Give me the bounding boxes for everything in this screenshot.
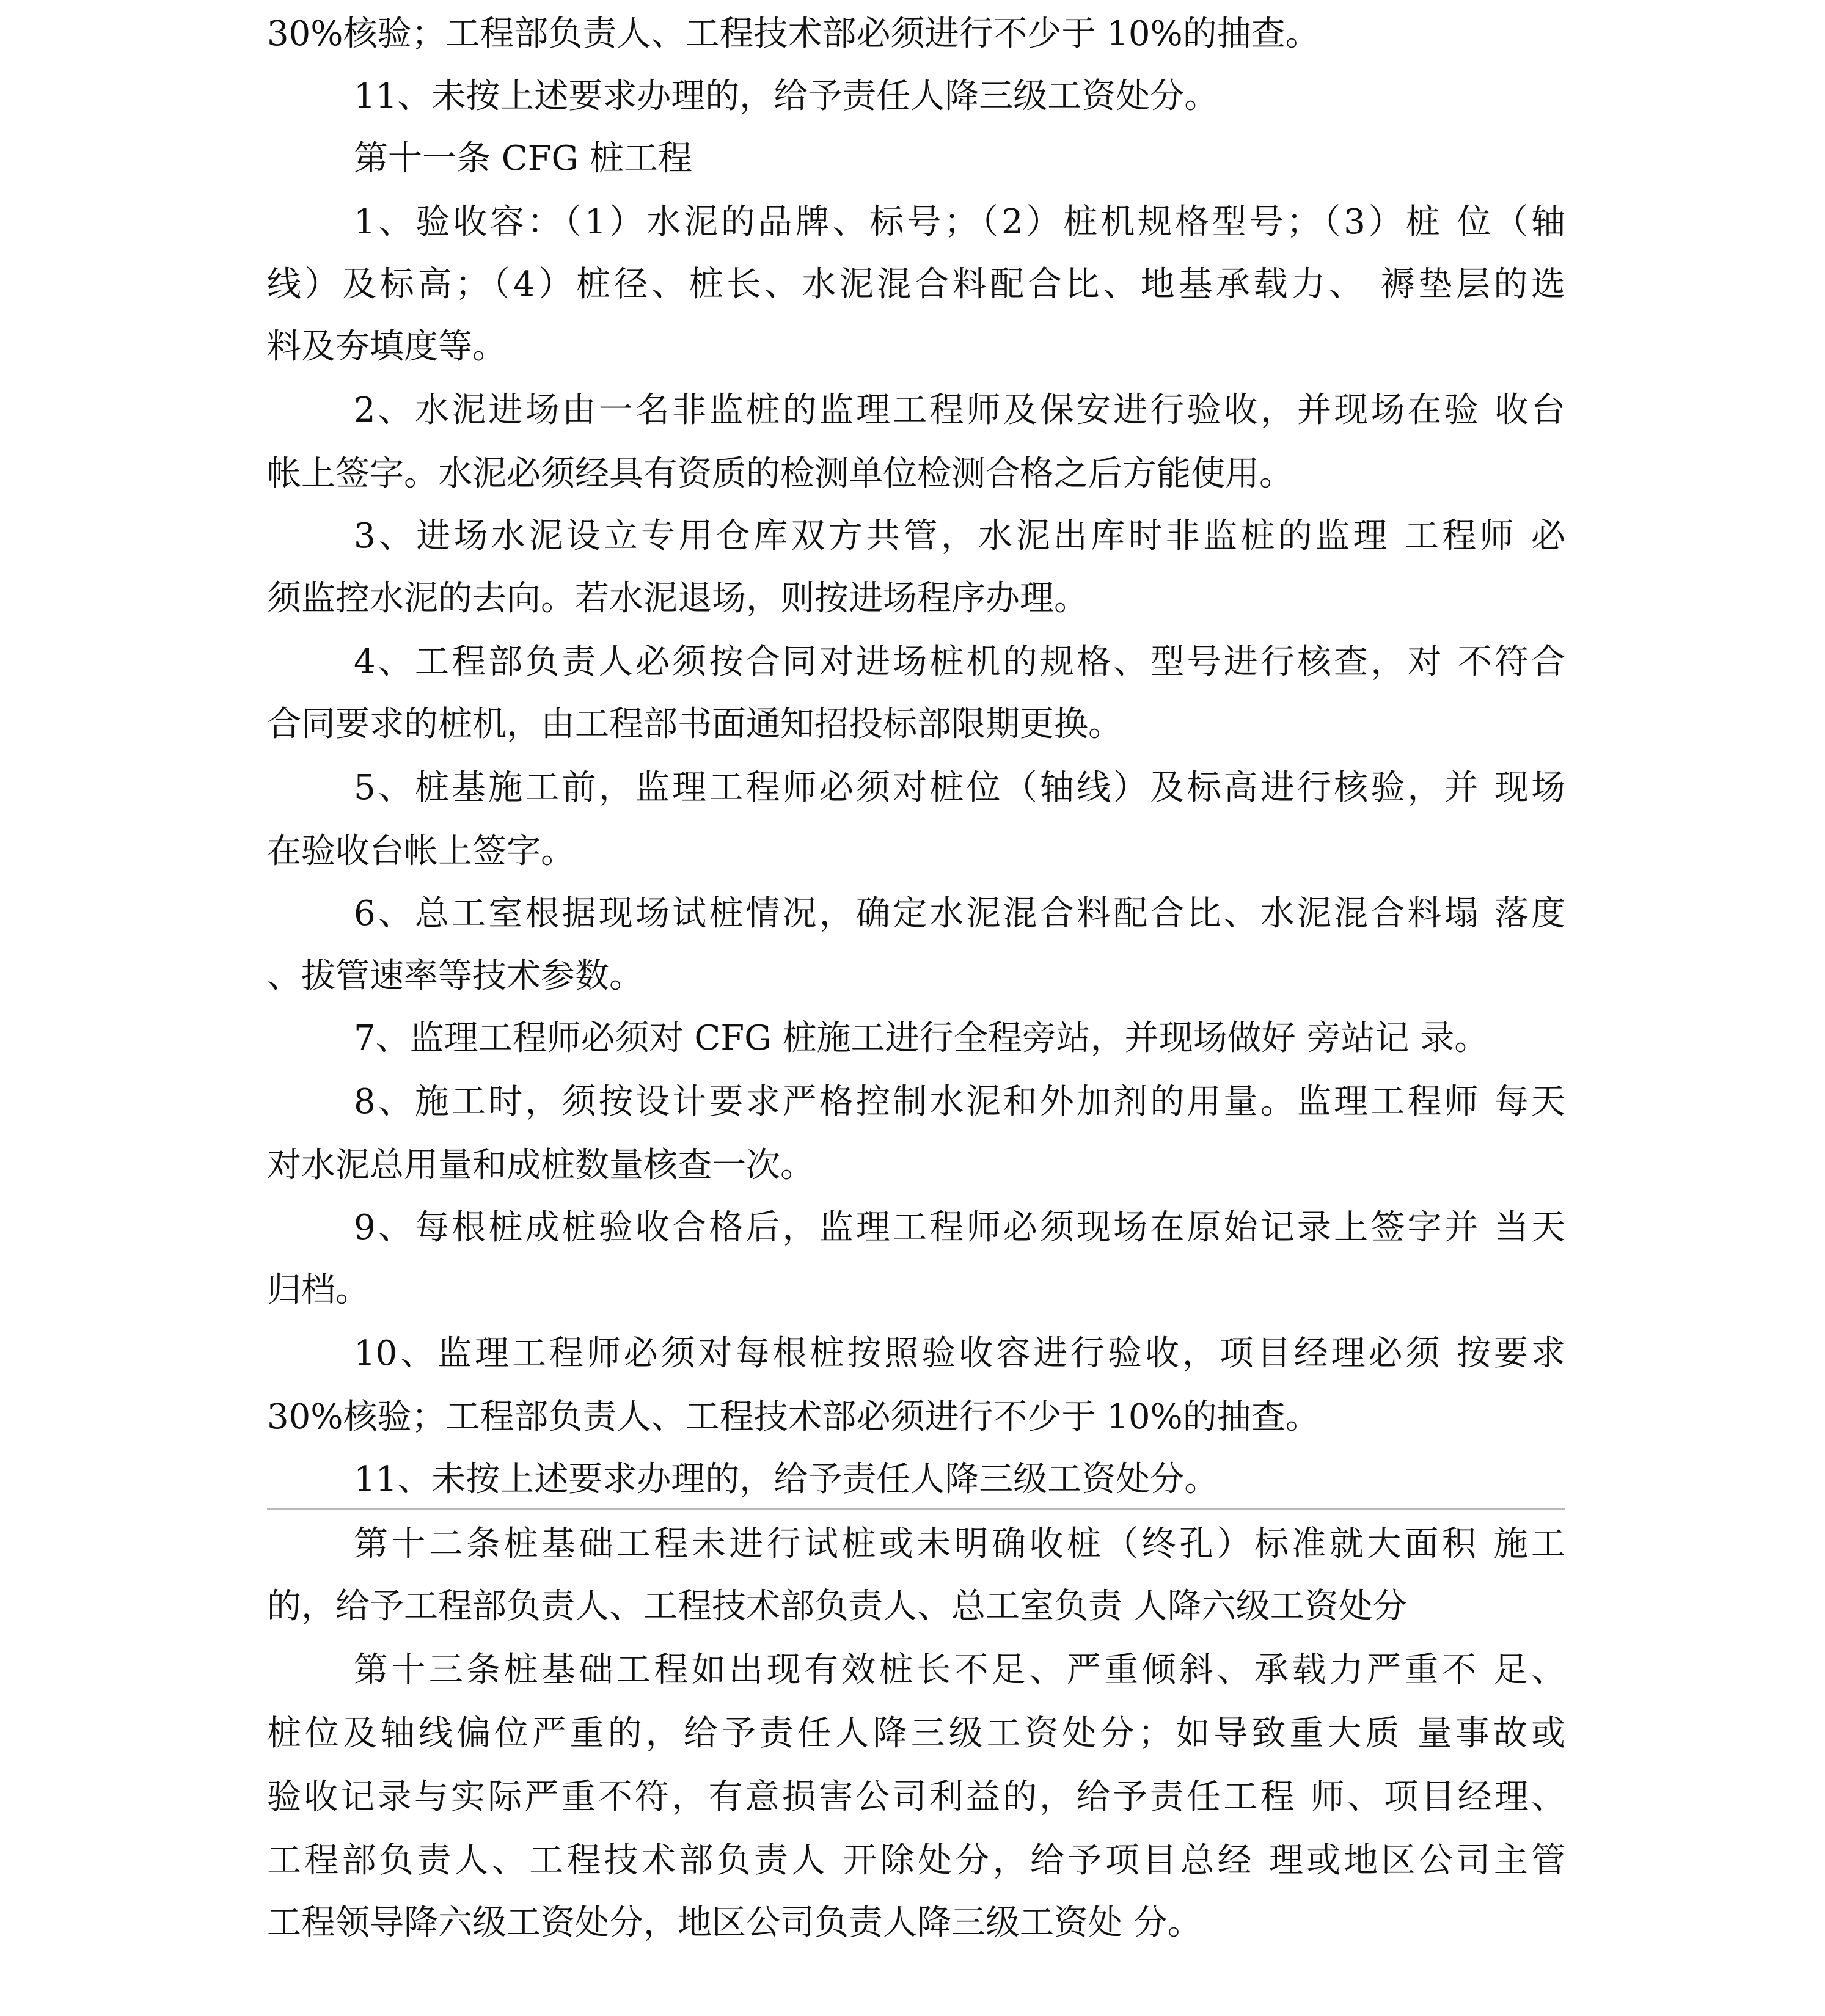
text-line: 30%核验；工程部负责人、工程技术部必须进行不少于 10%的抽查。 [267, 1397, 1320, 1437]
text-line: 料及夯填度等。 [267, 327, 507, 367]
text-line: 工程部负责人、工程技术部负责人 开除处分，给予项目总经 理或地区公司主管 [267, 1841, 1565, 1880]
text-line: 在验收台帐上签字。 [267, 831, 575, 871]
section-heading: 第十一条 CFG 桩工程 [354, 139, 693, 178]
text-line: 30%核验；工程部负责人、工程技术部必须进行不少于 10%的抽查。 [267, 14, 1320, 54]
text-line: 的，给予工程部负责人、工程技术部负责人、总工室负责 人降六级工资处分 [267, 1587, 1407, 1626]
text-line: 、拔管速率等技术参数。 [267, 956, 643, 996]
text-line: 6、总工室根据现场试桩情况，确定水泥混合料配合比、水泥混合料塌 落度 [354, 894, 1565, 933]
text-line: 验收记录与实际严重不符，有意损害公司利益的，给予责任工程 师、项目经理、 [267, 1777, 1565, 1817]
text-line: 11、未按上述要求办理的，给予责任人降三级工资处分。 [354, 1459, 1219, 1499]
text-line: 2、水泥进场由一名非监桩的监理工程师及保安进行验收，并现场在验 收台 [354, 390, 1565, 430]
text-line: 3、进场水泥设立专用仓库双方共管，水泥出库时非监桩的监理 工程师 必 [354, 516, 1565, 556]
text-line: 8、施工时，须按设计要求严格控制水泥和外加剂的用量。监理工程师 每天 [354, 1082, 1565, 1122]
text-line: 归档。 [267, 1270, 370, 1310]
text-line: 第十三条桩基础工程如出现有效桩长不足、严重倾斜、承载力严重不 足、 [354, 1650, 1565, 1690]
text-line: 对水泥总用量和成桩数量核查一次。 [267, 1145, 814, 1185]
text-line: 合同要求的桩机，由工程部书面通知招投标部限期更换。 [267, 704, 1122, 744]
text-line: 4、工程部负责人必须按合同对进场桩机的规格、型号进行核查，对 不符合 [354, 642, 1565, 682]
text-line: 5、桩基施工前，监理工程师必须对桩位（轴线）及标高进行核验，并 现场 [354, 768, 1565, 808]
text-line: 须监控水泥的去向。若水泥退场，则按进场程序办理。 [267, 579, 1088, 618]
text-line: 9、每根桩成桩验收合格后，监理工程师必须现场在原始记录上签字并 当天 [354, 1208, 1565, 1247]
text-line: 10、监理工程师必须对每根桩按照验收容进行验收，项目经理必须 按要求 [354, 1334, 1565, 1373]
document-page [267, 0, 1565, 2016]
text-line: 工程领导降六级工资处分，地区公司负责人降三级工资处 分。 [267, 1903, 1202, 1943]
text-line: 11、未按上述要求办理的，给予责任人降三级工资处分。 [354, 76, 1219, 116]
text-line: 线）及标高；（4）桩径、桩长、水泥混合料配合比、地基承载力、 褥垫层的选 [267, 265, 1565, 304]
horizontal-divider [267, 1508, 1565, 1510]
text-line: 1、验收容：（1）水泥的品牌、标号；（2）桩机规格型号；（3）桩 位（轴 [354, 202, 1565, 242]
text-line: 桩位及轴线偏位严重的，给予责任人降三级工资处分；如导致重大质 量事故或 [267, 1714, 1565, 1753]
text-line: 7、监理工程师必须对 CFG 桩施工进行全程旁站，并现场做好 旁站记 录。 [354, 1018, 1489, 1058]
text-line: 帐上签字。水泥必须经具有资质的检测单位检测合格之后方能使用。 [267, 454, 1293, 494]
text-line: 第十二条桩基础工程未进行试桩或未明确收桩（终孔）标准就大面积 施工 [354, 1524, 1565, 1564]
